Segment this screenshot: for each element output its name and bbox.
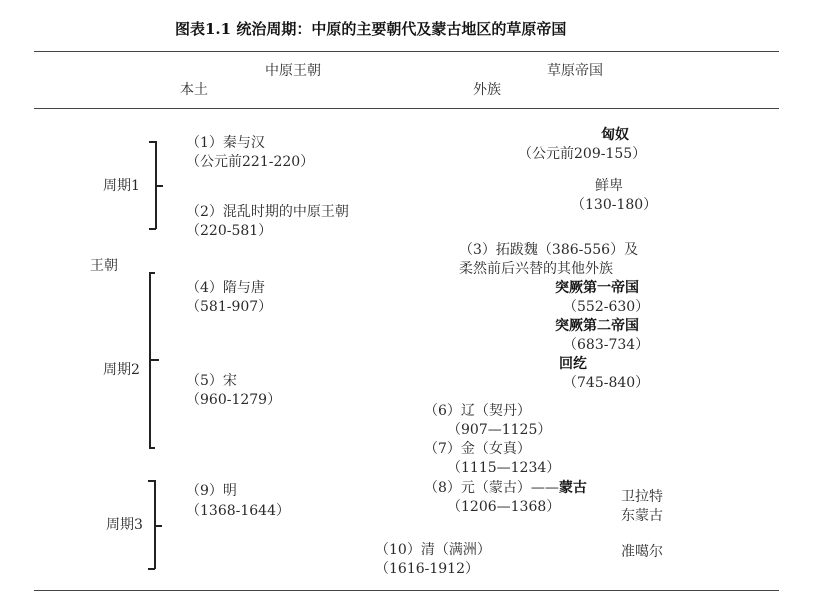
bottom-rule [34, 590, 779, 591]
label-cycle-3: 周期3 [106, 517, 143, 533]
label-cycle-2: 周期2 [103, 362, 140, 378]
header-steppe-empires: 草原帝国 [547, 63, 603, 79]
steppe-second-turkic: 突厥第二帝国 [555, 318, 639, 334]
steppe-dzungar: 准噶尔 [621, 544, 663, 560]
figure-title: 图表1.1 统治周期：中原的主要朝代及蒙古地区的草原帝国 [175, 20, 567, 38]
header-native: 本土 [180, 82, 208, 98]
foreign-yuan-label: （8）元（蒙古）—— [424, 480, 559, 496]
steppe-first-turkic-years: （552-630） [563, 299, 650, 315]
steppe-eastern-mongols: 东蒙古 [621, 508, 663, 524]
steppe-uyghur: 回纥 [559, 356, 587, 372]
dynasty-song-years: （960-1279） [186, 392, 282, 408]
steppe-xianbei-years: （130-180） [571, 197, 658, 213]
tuoba-wei-line1: （3）拓跋魏（386-556）及 [459, 242, 639, 258]
steppe-first-turkic: 突厥第一帝国 [555, 280, 639, 296]
dynasty-qin-han: （1）秦与汉 [186, 135, 265, 151]
dynasty-song: （5）宋 [186, 373, 237, 389]
foreign-yuan-years: （1206—1368） [447, 499, 561, 515]
foreign-yuan-mongols: 蒙古 [558, 480, 587, 496]
dynasty-qing: （10）清（满洲） [375, 542, 491, 558]
steppe-xiongnu-years: （公元前209-155） [518, 146, 647, 162]
dynasty-qing-years: （1616-1912） [375, 561, 479, 577]
foreign-liao: （6）辽（契丹） [424, 403, 531, 419]
dynasty-qin-han-years: （公元前221-220） [186, 154, 315, 170]
steppe-second-turkic-years: （683-734） [563, 337, 650, 353]
label-dynasty: 王朝 [90, 258, 118, 274]
top-rule [34, 51, 779, 52]
header-foreign: 外族 [473, 82, 501, 98]
header-rule [34, 108, 779, 109]
tuoba-wei-line2: 柔然前后兴替的其他外族 [459, 261, 613, 277]
foreign-yuan [424, 480, 587, 496]
steppe-xianbei: 鲜卑 [595, 178, 623, 194]
dynasty-chaos-period-years: （220-581） [186, 223, 273, 239]
dynasty-sui-tang: （4）隋与唐 [186, 280, 265, 296]
dynasty-ming-years: （1368-1644） [186, 503, 290, 519]
header-central-dynasties: 中原王朝 [265, 63, 321, 79]
foreign-liao-years: （907—1125） [447, 422, 552, 438]
dynasty-ming: （9）明 [186, 483, 237, 499]
dynasty-chaos-period: （2）混乱时期的中原王朝 [186, 204, 349, 220]
steppe-xiongnu: 匈奴 [601, 127, 629, 143]
foreign-jin-years: （1115—1234） [447, 460, 561, 476]
dynasty-sui-tang-years: （581-907） [186, 299, 273, 315]
steppe-uyghur-years: （745-840） [563, 375, 650, 391]
label-cycle-1: 周期1 [103, 178, 140, 194]
steppe-oirat: 卫拉特 [621, 489, 663, 505]
foreign-jin: （7）金（女真） [424, 441, 531, 457]
